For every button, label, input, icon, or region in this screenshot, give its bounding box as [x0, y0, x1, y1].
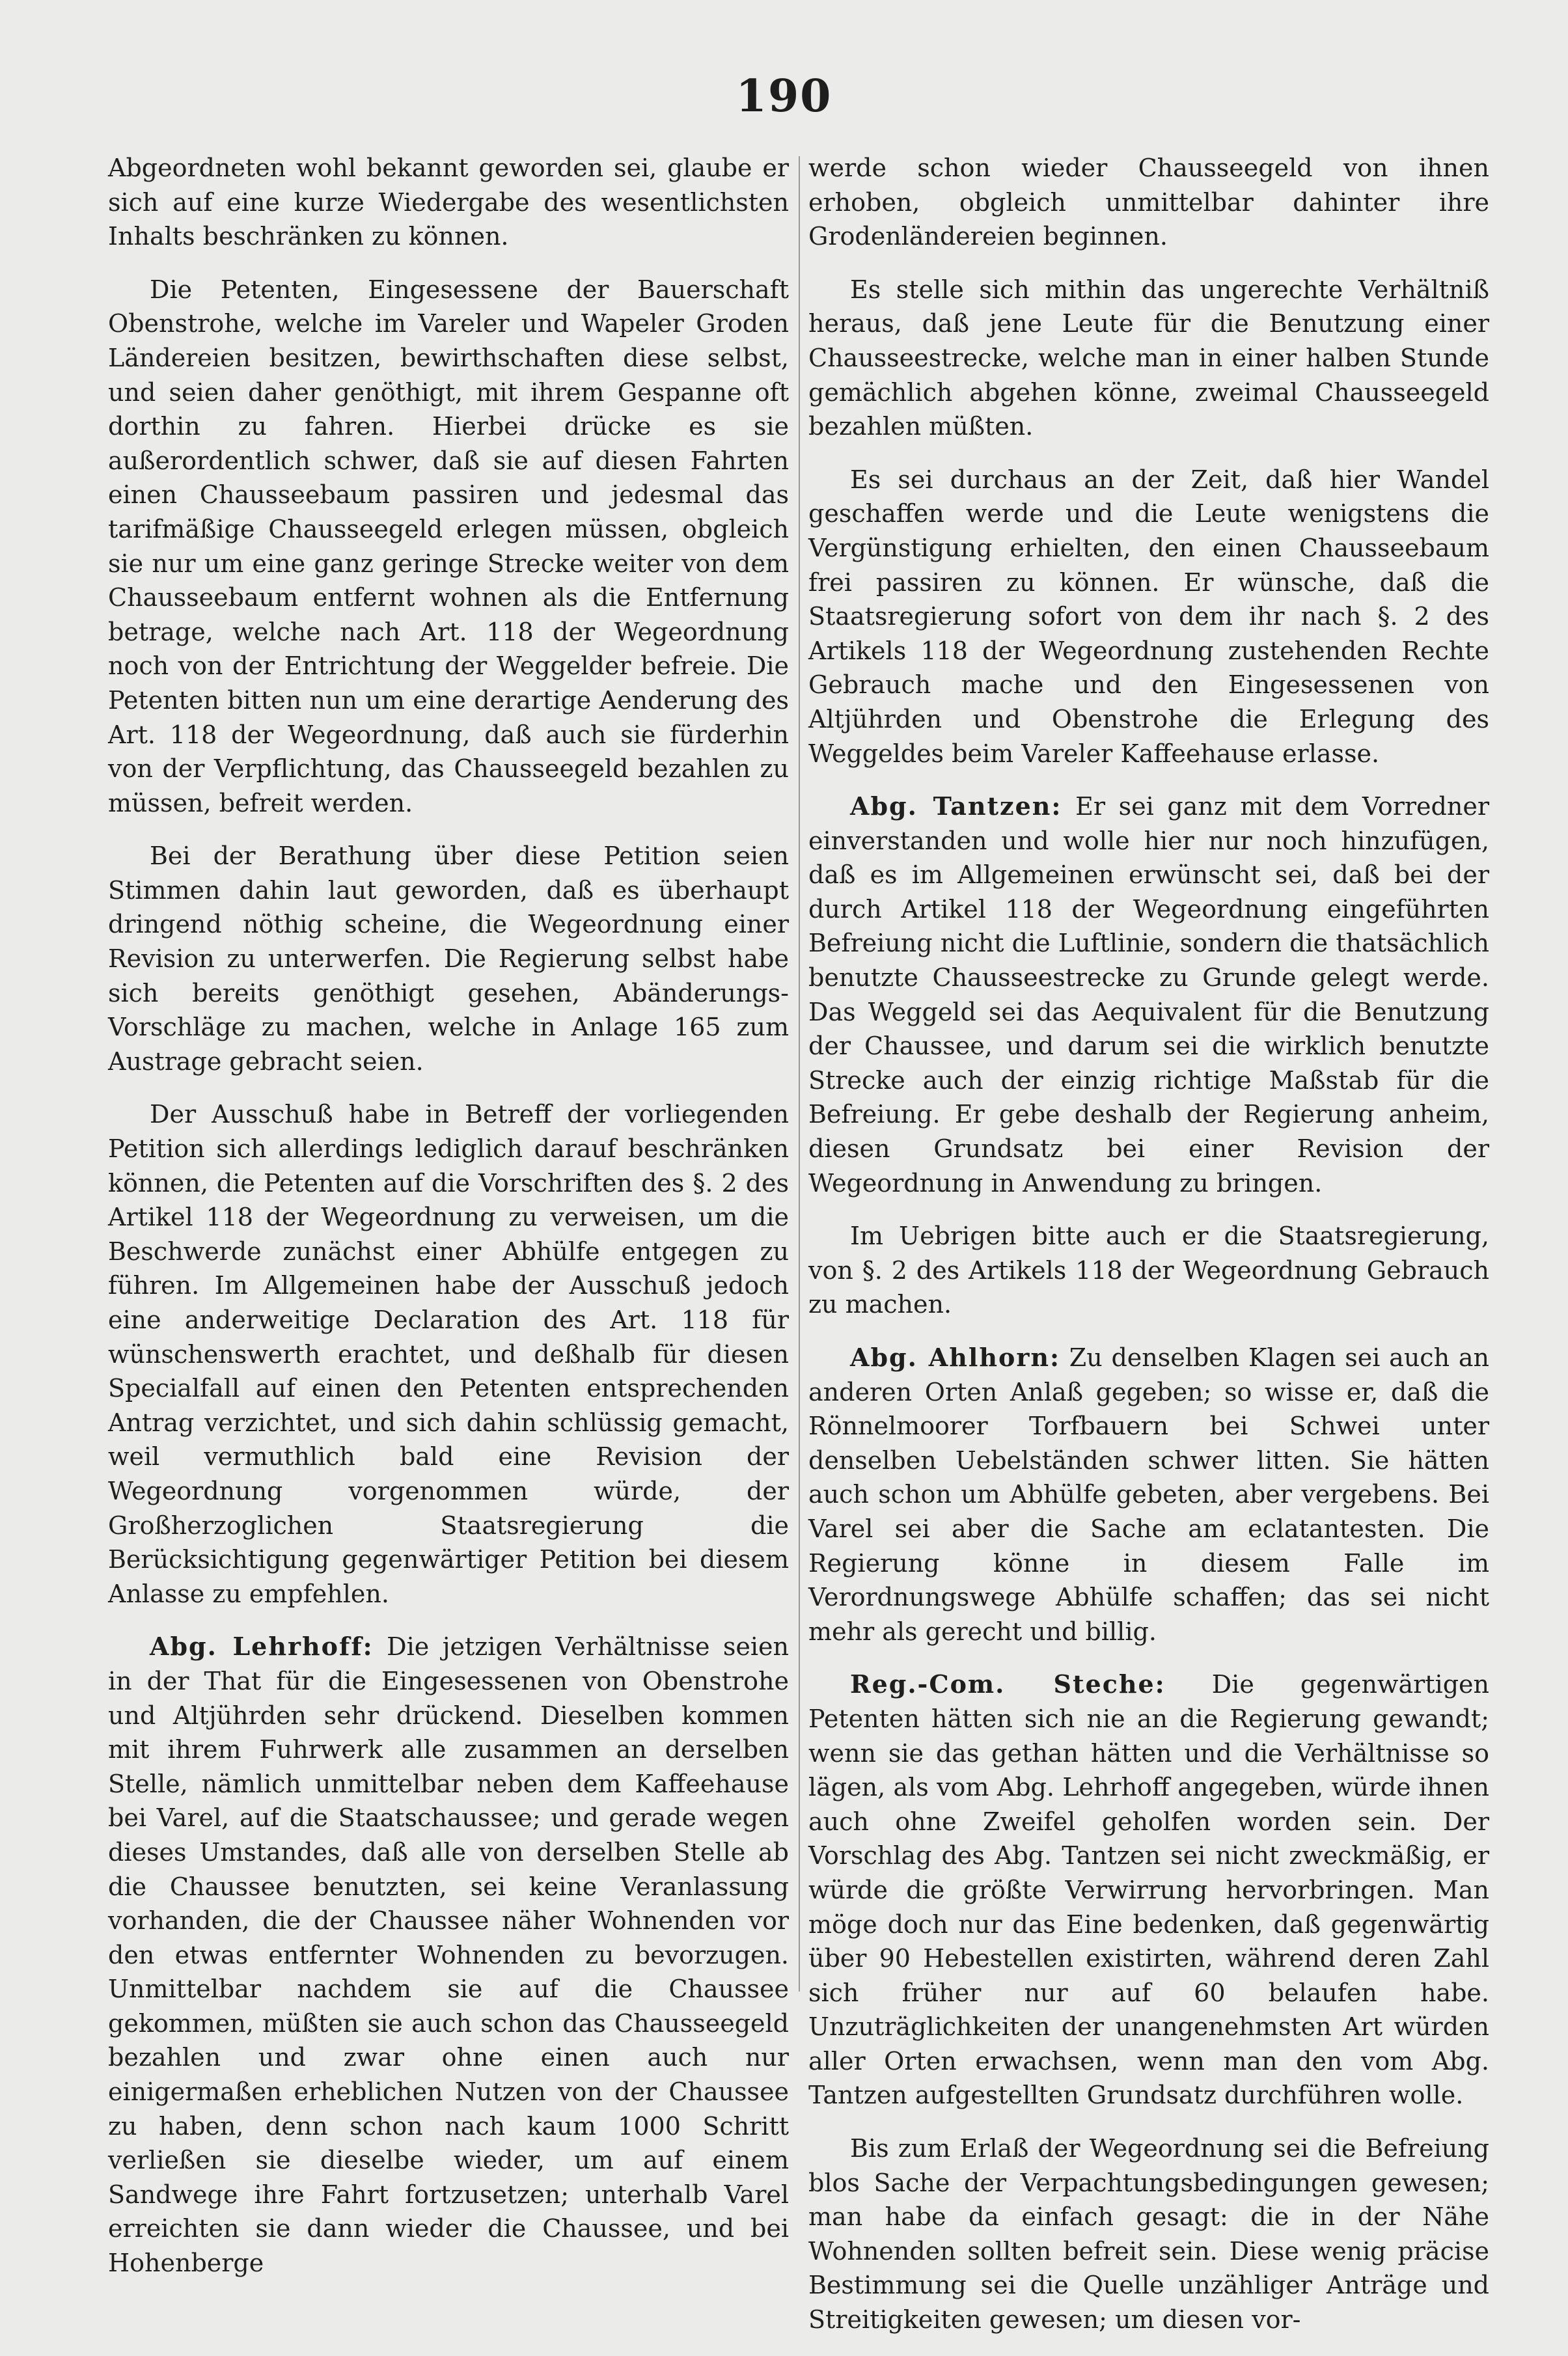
paragraph: [808, 1219, 1489, 1322]
paragraph: [108, 151, 789, 254]
paragraph: [108, 1097, 789, 1611]
paragraph-text: Es stelle sich mithin das ungerechte Verhältniß heraus, daß jene Leute für die Benutzung einer Chausseestrecke, welche man in einer halben Stunde gemächlich abgehen könne, zweimal Chausseegeld bezahlen müßten.: [808, 275, 1489, 441]
paragraph-text: Die jetzigen Verhältnisse seien in der That für die Eingesessenen von Obenstrohe und Altjührden sehr drückend. Dieselben kommen mit ihrem Fuhrwerk alle zusammen an derselben Stelle, nämlich unmittelbar neben dem Kaffeehause bei Varel, auf die Staatschaussee; und gerade wegen dieses Umstandes, daß alle von derselben Stelle ab die Chaussee benutzten, sei keine Veranlassung vorhanden, die der Chaussee näher Wohnenden vor den etwas entfernter Wohnenden zu bevorzugen. Unmittelbar nachdem sie auf die Chaussee gekommen, müßten sie auch schon das Chausseegeld bezahlen und zwar ohne einen auch nur einigermaßen erheblichen Nutzen von der Chaussee zu haben, denn schon nach kaum 1000 Schritt verließen sie dieselbe wieder, um auf einem Sandwege ihre Fahrt fortzusetzen; unterhalb Varel erreichten sie dann wieder die Chaussee, und bei Hohenberge: [108, 1632, 789, 2278]
paragraph: [808, 273, 1489, 444]
paragraph-text: Die Petenten, Eingesessene der Bauerschaft Obenstrohe, welche im Vareler und Wapeler Groden Ländereien besitzen, bewirthschaften diese selbst, und seien daher genöthigt, mit ihrem Gespanne oft dorthin zu fahren. Hierbei drücke es sie außerordentlich schwer, daß sie auf diesen Fahrten einen Chausseebaum passiren und jedesmal das tarifmäßige Chausseegeld erlegen müssen, obgleich sie nur um eine ganz geringe Strecke weiter von dem Chausseebaum entfernt wohnen als die Entfernung betrage, welche nach Art. 118 der Wegeordnung noch von der Entrichtung der Weggelder befreie. Die Petenten bitten nun um eine derartige Aenderung des Art. 118 der Wegeordnung, daß auch sie fürderhin von der Verpflichtung, das Chausseegeld bezahlen zu müssen, befreit werden.: [108, 275, 789, 817]
paragraph-text: Bei der Berathung über diese Petition seien Stimmen dahin laut geworden, daß es überhaupt dringend nöthig scheine, die Wegeordnung einer Revision zu unterwerfen. Die Regierung selbst habe sich bereits genöthigt gesehen, Abänderungs-Vorschläge zu machen, welche in Anlage 165 zum Austrage gebracht seien.: [108, 842, 789, 1076]
paragraph-text: Es sei durchaus an der Zeit, daß hier Wandel geschaffen werde und die Leute wenigstens die Vergünstigung erhielten, den einen Chausseebaum frei passiren zu können. Er wünsche, daß die Staatsregierung sofort von dem ihr nach §. 2 des Artikels 118 der Wegeordnung zustehenden Rechte Gebrauch mache und den Eingesessenen von Altjührden und Obenstrohe die Erlegung des Weggeldes beim Vareler Kaffeehause erlasse.: [808, 465, 1489, 768]
paragraph: [808, 151, 1489, 254]
paragraph-text: Im Uebrigen bitte auch er die Staatsregierung, von §. 2 des Artikels 118 der Wegeordnung Gebrauch zu machen.: [808, 1222, 1489, 1319]
speaker-name: Abg. Tantzen:: [850, 791, 1062, 821]
paragraph: [108, 839, 789, 1078]
paragraph: [808, 2131, 1489, 2337]
paragraph-text: Zu denselben Klagen sei auch an anderen Orten Anlaß gegeben; so wisse er, daß die Rönnelmoorer Torfbauern bei Schwei unter denselben Uebelständen schwer litten. Sie hätten auch schon um Abhülfe gebeten, aber vergebens. Bei Varel sei aber die Sache am eclatantesten. Die Regierung könne in diesem Falle im Verordnungswege Abhülfe schaffen; das sei nicht mehr als gerecht und billig.: [808, 1343, 1489, 1646]
paragraph-text: Der Ausschuß habe in Betreff der vorliegenden Petition sich allerdings lediglich darauf beschränken können, die Petenten auf die Vorschriften des §. 2 des Artikel 118 der Wegeordnung zu verweisen, um die Beschwerde zunächst einer Abhülfe entgegen zu führen. Im Allgemeinen habe der Ausschuß jedoch eine anderweitige Declaration des Art. 118 für wünschenswerth erachtet, und deßhalb für diesen Specialfall auf einen den Petenten entsprechenden Antrag verzichtet, und sich dahin schlüssig gemacht, weil vermuthlich bald eine Revision der Wegeordnung vorgenommen würde, der Großherzoglichen Staatsregierung die Berücksichtigung gegenwärtiger Petition bei diesem Anlasse zu empfehlen.: [108, 1100, 789, 1608]
speaker-name: Abg. Ahlhorn:: [850, 1343, 1060, 1372]
paragraph: [108, 273, 789, 821]
paragraph: [808, 1667, 1489, 2113]
paragraph: [808, 1341, 1489, 1649]
paragraph-text: Abgeordneten wohl bekannt geworden sei, glaube er sich auf eine kurze Wiedergabe des wesentlichsten Inhalts beschränken zu können.: [108, 154, 789, 251]
column-divider: [799, 156, 800, 1992]
paragraph: [108, 1630, 789, 2280]
left-column: [108, 151, 789, 2299]
speaker-name: Abg. Lehrhoff:: [150, 1632, 374, 1662]
paragraph: [808, 463, 1489, 771]
right-column: [808, 151, 1489, 2356]
speaker-name: Reg.-Com. Steche:: [850, 1669, 1166, 1699]
paragraph-text: Er sei ganz mit dem Vorredner einverstanden und wolle hier nur noch hinzufügen, daß es im Allgemeinen erwünscht sei, daß bei der durch Artikel 118 der Wegeordnung eingeführten Befreiung nicht die Luftlinie, sondern die thatsächlich benutzte Chausseestrecke zu Grunde gelegt werde. Das Weggeld sei das Aequivalent für die Benutzung der Chaussee, und darum sei die wirklich benutzte Strecke auch der einzig richtige Maßstab für die Befreiung. Er gebe deshalb der Regierung anheim, diesen Grundsatz bei einer Revision der Wegeordnung in Anwendung zu bringen.: [808, 792, 1490, 1198]
paragraph-text: Bis zum Erlaß der Wegeordnung sei die Befreiung blos Sache der Verpachtungsbedingungen gewesen; man habe da einfach gesagt: die in der Nähe Wohnenden sollten befreit sein. Diese wenig präcise Bestimmung sei die Quelle unzähliger Anträge und Streitigkeiten gewesen; um diesen vor-: [808, 2134, 1489, 2335]
paragraph-text: Die gegenwärtigen Petenten hätten sich nie an die Regierung gewandt; wenn sie das gethan hätten und die Verhältnisse so lägen, als vom Abg. Lehrhoff angegeben, würde ihnen auch ohne Zweifel geholfen worden sein. Der Vorschlag des Abg. Tantzen sei nicht zweckmäßig, er würde die größte Verwirrung hervorbringen. Man möge doch nur das Eine bedenken, daß gegenwärtig über 90 Hebestellen existirten, während deren Zahl sich früher nur auf 60 belaufen habe. Unzuträglichkeiten der unangenehmsten Art würden aller Orten erwachsen, wenn man den vom Abg. Tantzen aufgestellten Grundsatz durchführen wolle.: [808, 1670, 1489, 2110]
paragraph-text: werde schon wieder Chausseegeld von ihnen erhoben, obgleich unmittelbar dahinter ihre Grodenländereien beginnen.: [808, 154, 1489, 251]
paragraph: [808, 789, 1489, 1200]
page-number: 190: [736, 70, 832, 122]
